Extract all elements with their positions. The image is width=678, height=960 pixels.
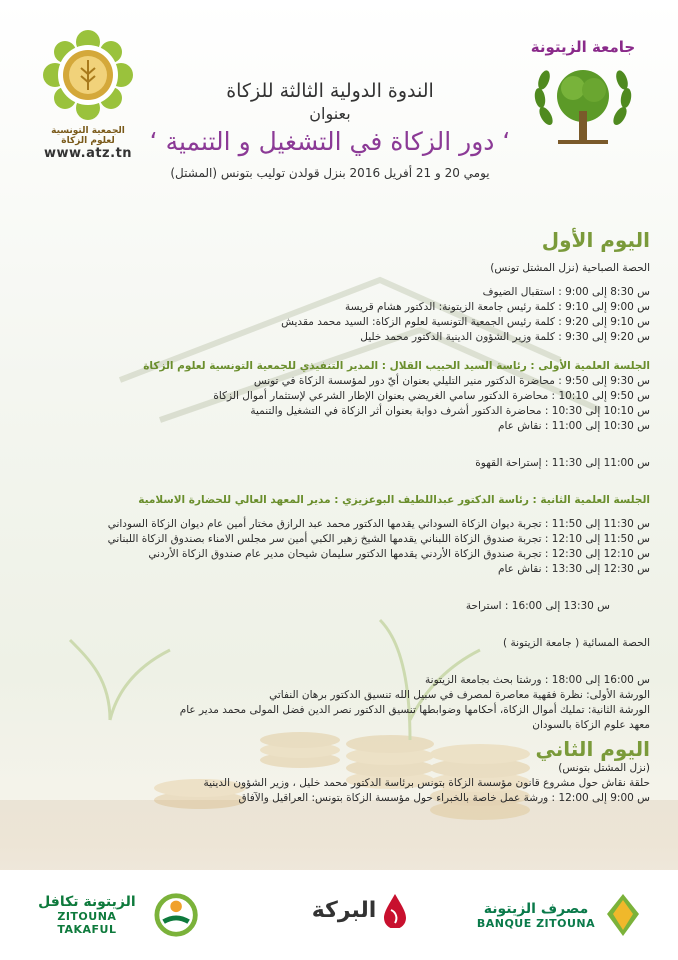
title-prefix: بعنوان [309, 104, 351, 123]
conference-dates: يومي 20 و 21 أفريل 2016 بنزل قولدن توليب بتونس (المشتل) [170, 166, 490, 180]
olive-tree-icon [528, 56, 638, 151]
conference-title-block [140, 80, 520, 180]
list-item: س 11:30 إلى 11:50 : تجربة ديوان الزكاة السوداني يقدمها الدكتور محمد عبد الرازق مختار أمين عام ديوان الزكاة السوداني [107, 518, 650, 530]
session2-title: الجلسة العلمية الثانية : رئاسة الدكتور عبداللطيف البوعزيزي : مدير المعهد العالي للحضارة الاسلامية [138, 494, 650, 506]
header [0, 0, 678, 225]
atz-logo [38, 30, 138, 161]
sponsor-name-latin: BANQUE ZITOUNA [476, 916, 596, 930]
albaraka-drop-icon [382, 892, 408, 928]
takaful-icon [154, 892, 198, 938]
list-item: س 10:30 إلى 11:00 : نقاش عام [497, 420, 650, 432]
list-item: س 16:00 إلى 18:00 : ورشتا بحث بجامعة الزيتونة [425, 674, 650, 686]
list-item: س 11:50 إلى 12:10 : تجربة صندوق الزكاة اللبناني يقدمها الشيخ زهير الكبي أمين سر مجلس الامناء بصندوق الزكاة اللبناني [107, 533, 650, 545]
zitouna-university-logo [518, 38, 648, 155]
sponsor-zitouna-takaful [28, 892, 198, 938]
sponsors-footer [0, 870, 678, 960]
list-item: س 9:00 إلى 12:00 : ورشة عمل خاصة بالخبراء حول مؤسسة الزكاة بتونس: العراقيل والآفاق [238, 792, 650, 804]
university-name: جامعة الزيتونة [530, 38, 636, 56]
list-item: س 9:20 إلى 9:30 : كلمة وزير الشؤون الدينية الدكتور محمد خليل [360, 331, 650, 343]
sponsor-name-arabic: مصرف الزيتونة [483, 900, 589, 917]
list-item: س 12:10 إلى 12:30 : تجربة صندوق الزكاة الأردني يقدمها الدكتور سليمان شيحان مدير عام صندوق الزكاة الأردني [148, 548, 650, 560]
list-item: س 10:10 إلى 10:30 : محاضرة الدكتور أشرف دوابة بعنوان أثر الزكاة في التشغيل والتنمية [250, 405, 650, 417]
program-content [30, 228, 650, 806]
session1-title: الجلسة العلمية الأولى : رئاسة السيد الحبيب القلال : المدير التنفيذي للجمعية التونسية لعلوم الزكاة [143, 360, 650, 372]
conference-title: الندوة الدولية الثالثة للزكاة [226, 80, 434, 102]
banque-zitouna-leaf-icon [603, 892, 643, 938]
day1-title: اليوم الأول [541, 228, 650, 252]
sponsor-banque-zitouna [470, 892, 650, 938]
morning-session-title: الحصة الصباحية (نزل المشتل تونس) [490, 262, 650, 274]
list-item: س 9:50 إلى 10:10 : محاضرة الدكتور سامي الغريضي بعنوان الإطار الشرعي لإستثمار أموال الزكاة [213, 390, 650, 402]
day2-venue: (نزل المشتل بتونس) [558, 762, 650, 774]
day2-title: اليوم الثاني [535, 737, 650, 761]
assoc-name: الجمعية التونسية لعلوم الزكاة [51, 126, 125, 146]
sponsor-albaraka [290, 892, 430, 928]
list-item: الورشة الثانية: تمليك أموال الزكاة، أحكامها وضوابطها تنسيق الدكتور نصر الدين فضل المولى محمد مدير عام [179, 704, 650, 716]
list-item: س 8:30 إلى 9:00 : استقبال الضيوف [482, 286, 650, 298]
list-item: معهد علوم الزكاة بالسودان [532, 719, 650, 731]
conference-theme: ‘ دور الزكاة في التشغيل و التنمية ‘ [149, 127, 511, 156]
assoc-url: www.atz.tn [43, 146, 133, 161]
list-item: س 9:10 إلى 9:20 : كلمة رئيس الجمعية التونسية لعلوم الزكاة: السيد محمد مقديش [281, 316, 650, 328]
sponsor-name-arabic: الزيتونة تكافل [38, 894, 136, 910]
list-item: س 12:30 إلى 13:30 : نقاش عام [497, 563, 650, 575]
atz-flower-icon [43, 30, 133, 120]
list-item: الورشة الأولى: نظرة فقهية معاصرة لمصرف في سبيل الله تنسيق الدكتور برهان النفاتي [269, 689, 650, 701]
list-item: س 9:30 إلى 9:50 : محاضرة الدكتور منير التليلي بعنوان أيّ دور لمؤسسة الزكاة في تونس [253, 375, 650, 387]
list-item: س 9:00 إلى 9:10 : كلمة رئيس جامعة الزيتونة: الدكتور هشام قريسة [344, 301, 650, 313]
evening-session-title: الحصة المسائية ( جامعة الزيتونة ) [503, 637, 650, 649]
sponsor-name-latin: ZITOUNA TAKAFUL [57, 910, 117, 936]
coffee-break: س 11:00 إلى 11:30 : إستراحة القهوة [475, 457, 650, 469]
sponsor-name-arabic: البركة [311, 897, 377, 923]
lunch-break: س 13:30 إلى 16:00 : استراحة [465, 600, 610, 612]
list-item: حلقة نقاش حول مشروع قانون مؤسسة الزكاة بتونس برئاسة الدكتور محمد خليل ، وزير الشؤون الدينية [203, 777, 650, 789]
